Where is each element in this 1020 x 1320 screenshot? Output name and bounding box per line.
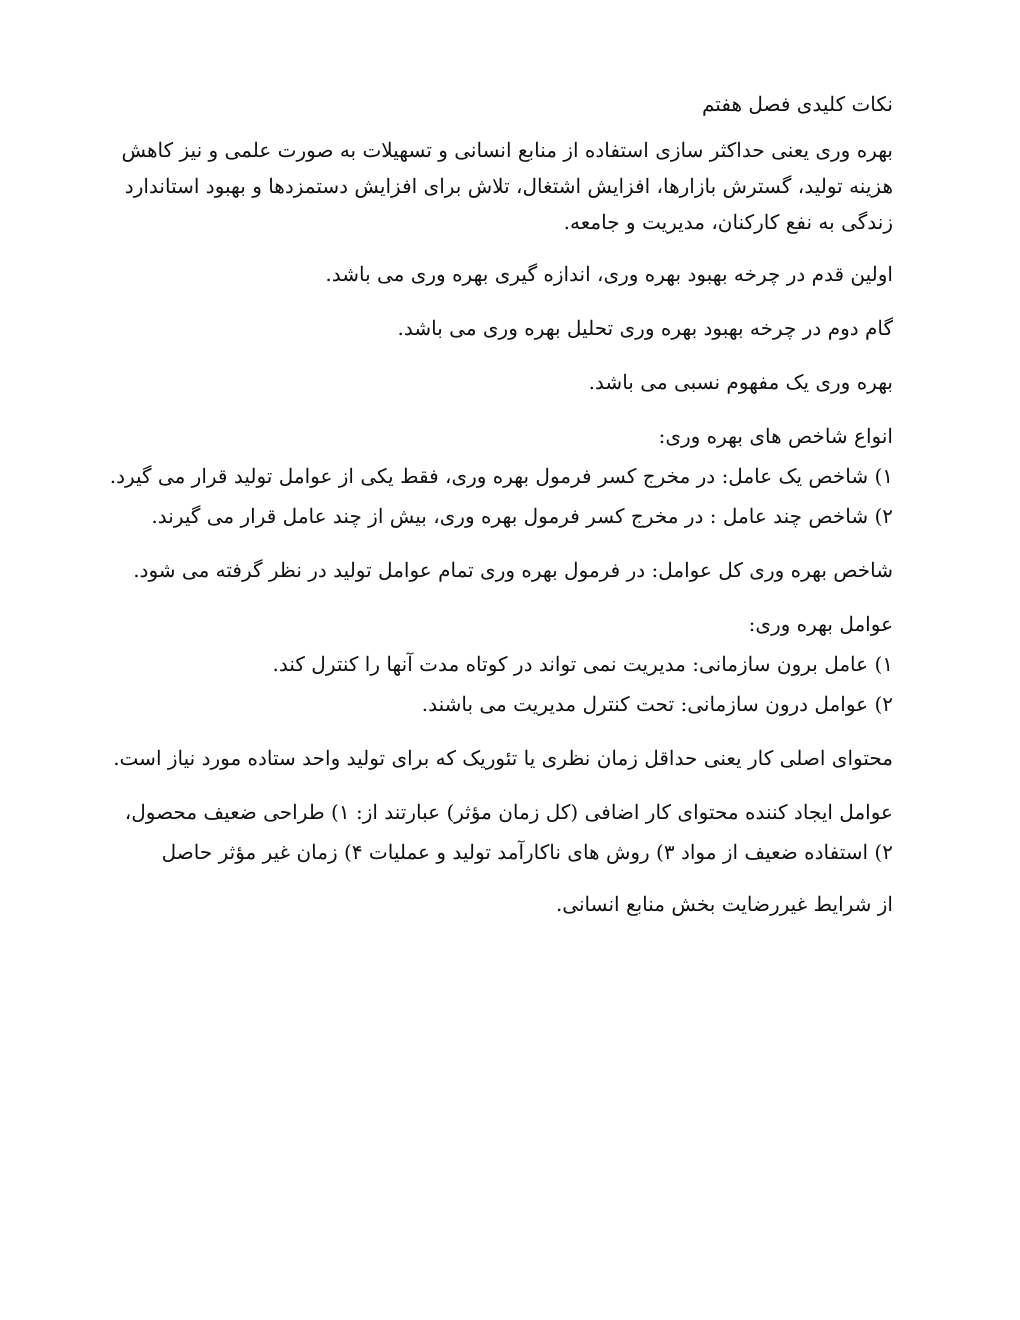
paragraph-first-step: اولین قدم در چرخه بهبود بهره وری، اندازه گیری بهره وری می باشد. [325,262,893,286]
document-body [108,84,893,938]
factors-heading: عوامل بهره وری: [748,612,893,636]
indicators-heading: انواع شاخص های بهره وری: [658,424,893,448]
paragraph-relative-concept: بهره وری یک مفهوم نسبی می باشد. [588,370,893,394]
paragraph-total-factor-index: شاخص بهره وری کل عوامل: در فرمول بهره وری تمام عوامل تولید در نظر گرفته می شود. [133,558,893,582]
paragraph-second-step: گام دوم در چرخه بهبود بهره وری تحلیل بهره وری می باشد. [397,316,893,340]
paragraph-hr-conditions: از شرایط غیررضایت بخش منابع انسانی. [555,892,893,916]
section-indicator-types [108,416,893,536]
paragraph-work-content: محتوای اصلی کار یعنی حداقل زمان نظری یا تئوریک که برای تولید واحد ستاده مورد نیاز است. [113,746,893,770]
list-item: ۲) عوامل درون سازمانی: تحت کنترل مدیریت می باشند. [421,692,893,716]
chapter-title: نکات کلیدی فصل هفتم [702,92,893,116]
paragraph-productivity-definition: بهره وری یعنی حداکثر سازی استفاده از منابع انسانی و تسهیلات به صورت علمی و نیز کاهش هزینه تولید، گسترش بازارها، افزایش اشتغال، تلاش برای افزایش دستمزدها و بهبود استاندارد زندگی به نفع کارکنان، مدیریت و جامعه. [121,138,893,234]
paragraph-excess-work-factors: عوامل ایجاد کننده محتوای کار اضافی (کل زمان مؤثر) عبارتند از: ۱) طراحی ضعیف محصول، ۲) استفاده ضعیف از مواد ۳) روش های ناکارآمد تولید و عملیات ۴) زمان غیر مؤثر حاصل [124,800,893,864]
list-item: ۱) عامل برون سازمانی: مدیریت نمی تواند در کوتاه مدت آنها را کنترل کند. [272,652,893,676]
list-item: ۱) شاخص یک عامل: در مخرج کسر فرمول بهره وری، فقط یکی از عوامل تولید قرار می گیرد. [109,464,893,488]
section-productivity-factors [108,604,893,724]
list-item: ۲) شاخص چند عامل : در مخرج کسر فرمول بهره وری، بیش از چند عامل قرار می گیرند. [151,504,893,528]
